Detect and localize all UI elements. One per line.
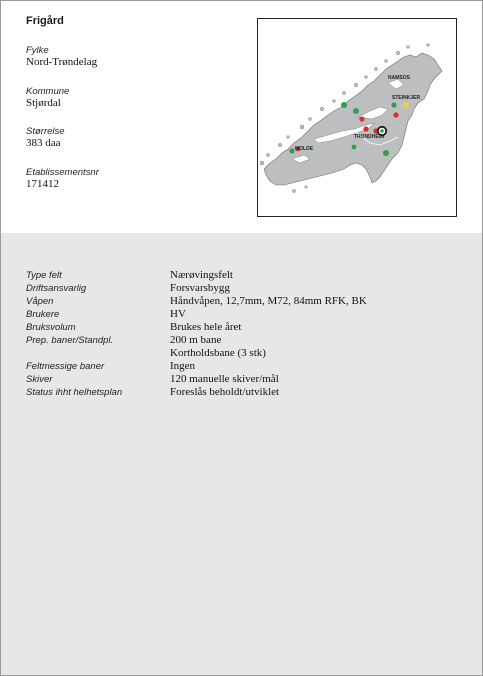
detail-label: Prep. baner/Standpl.	[26, 335, 114, 346]
summary-section	[1, 1, 482, 233]
detail-label: Våpen	[26, 296, 54, 307]
detail-row-prep-baner-cont	[26, 347, 466, 360]
detail-row-skiver	[26, 373, 466, 386]
detail-row-driftsansvarlig	[26, 282, 466, 295]
trondelag-map-svg	[258, 19, 456, 216]
land-area	[264, 53, 442, 185]
detail-label: Driftsansvarlig	[26, 283, 87, 294]
details-table	[26, 269, 466, 399]
detail-value: 120 manuelle skiver/mål	[170, 373, 279, 385]
map-label-trondheim: TRONDHEIM	[354, 134, 385, 140]
detail-value: Forsvarsbygg	[170, 282, 230, 294]
field-etablissementsnr	[26, 167, 99, 190]
field-label: Fylke	[26, 45, 49, 56]
detail-value: Ingen	[170, 360, 196, 372]
detail-value: Håndvåpen, 12,7mm, M72, 84mm RFK, BK	[170, 295, 367, 307]
map-label-namsos: NAMSOS	[388, 75, 410, 81]
field-value: Stjørdal	[26, 97, 61, 109]
field-value: 171412	[26, 178, 59, 190]
detail-value: Kortholdsbane (3 stk)	[170, 347, 266, 359]
detail-row-feltmessige	[26, 360, 466, 373]
detail-value: Foreslås beholdt/utviklet	[170, 386, 280, 398]
location-map	[257, 18, 457, 217]
field-fylke	[26, 45, 97, 68]
detail-row-status	[26, 386, 466, 399]
detail-value: 200 m bane	[170, 334, 222, 346]
detail-label: Feltmessige baner	[26, 361, 105, 372]
map-label-molde: MOLDE	[295, 146, 314, 152]
detail-label: Type felt	[26, 270, 62, 281]
detail-value: Nærøvingsfelt	[170, 269, 233, 281]
detail-label: Status ihht helhetsplan	[26, 387, 123, 398]
map-label-steinkjer: STEINKJER	[392, 95, 421, 101]
field-kommune	[26, 86, 69, 109]
detail-row-brukere	[26, 308, 466, 321]
detail-value: HV	[170, 308, 186, 320]
field-label: Størrelse	[26, 126, 65, 137]
detail-label: Bruksvolum	[26, 322, 76, 333]
field-value: 383 daa	[26, 137, 61, 149]
detail-row-prep-baner	[26, 334, 466, 347]
detail-value: Brukes hele året	[170, 321, 242, 333]
field-value: Nord-Trøndelag	[26, 56, 98, 68]
detail-row-bruksvolum	[26, 321, 466, 334]
field-storrelse	[26, 126, 65, 149]
field-label: Etablissementsnr	[26, 167, 99, 178]
detail-label: Brukere	[26, 309, 60, 320]
detail-label: Skiver	[26, 374, 53, 385]
detail-row-type-felt	[26, 269, 466, 282]
detail-row-vapen	[26, 295, 466, 308]
page-title: Frigård	[26, 15, 64, 27]
field-label: Kommune	[26, 86, 70, 97]
